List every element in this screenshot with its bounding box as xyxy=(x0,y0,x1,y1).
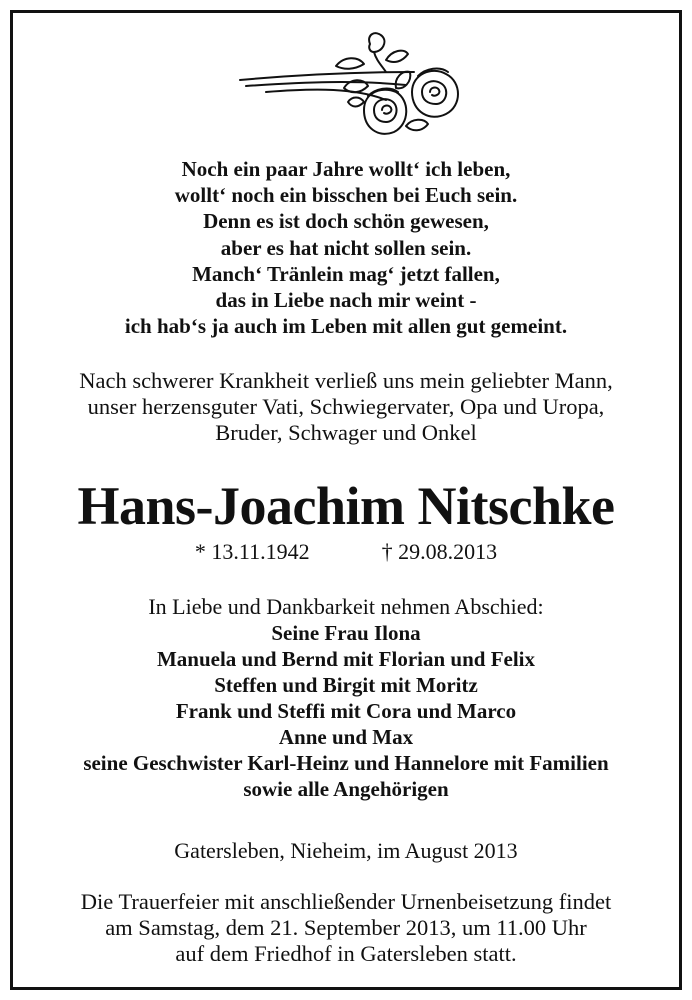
mourners-lead: In Liebe und Dankbarkeit nehmen Abschied: xyxy=(148,594,544,619)
announcement-line: unser herzensguter Vati, Schwiegervater, Opa und Uropa, xyxy=(87,394,605,419)
obituary-notice xyxy=(10,10,682,990)
announcement-line: Nach schwerer Krankheit verließ uns mein geliebter Mann, xyxy=(79,368,613,393)
funeral-info xyxy=(10,889,682,967)
roses-icon xyxy=(236,30,472,150)
poem-line: Manch‘ Tränlein mag‘ jetzt fallen, xyxy=(192,261,500,286)
mourner-entry: Steffen und Birgit mit Moritz xyxy=(214,673,478,697)
poem-line: wollt‘ noch ein bisschen bei Euch sein. xyxy=(174,183,518,208)
poem xyxy=(10,156,682,339)
mourner-entry: Seine Frau Ilona xyxy=(271,621,421,645)
death-announcement xyxy=(10,368,682,446)
poem-line: aber es hat nicht sollen sein. xyxy=(220,235,472,260)
poem-line: Denn es ist doch schön gewesen, xyxy=(203,209,489,234)
mourner-entry: Manuela und Bernd mit Florian und Felix xyxy=(156,647,536,671)
deceased-name: Hans-Joachim Nitschke xyxy=(77,476,615,536)
funeral-line: am Samstag, dem 21. September 2013, um 11.00 Uhr xyxy=(105,915,587,940)
mourner-entry: Frank und Steffi mit Cora und Marco xyxy=(175,699,517,723)
mourner-entry: Anne und Max xyxy=(278,725,414,749)
funeral-line: auf dem Friedhof in Gatersleben statt. xyxy=(175,941,517,966)
death-date: † 29.08.2013 xyxy=(381,539,498,564)
poem-line: ich hab‘s ja auch im Leben mit allen gut gemeint. xyxy=(124,314,568,339)
mourners-list xyxy=(10,594,682,802)
funeral-line: Die Trauerfeier mit anschließender Urnenbeisetzung findet xyxy=(80,889,612,914)
poem-line: das in Liebe nach mir weint - xyxy=(215,288,477,313)
mourner-entry: sowie alle Angehörigen xyxy=(243,777,449,801)
life-dates xyxy=(10,538,682,566)
announcement-line: Bruder, Schwager und Onkel xyxy=(215,420,477,445)
place-and-date: Gatersleben, Nieheim, im August 2013 xyxy=(174,838,518,863)
mourner-entry: seine Geschwister Karl-Heinz und Hannelore mit Familien xyxy=(83,751,609,775)
birth-date: * 13.11.1942 xyxy=(194,539,310,564)
poem-line: Noch ein paar Jahre wollt‘ ich leben, xyxy=(181,157,511,181)
